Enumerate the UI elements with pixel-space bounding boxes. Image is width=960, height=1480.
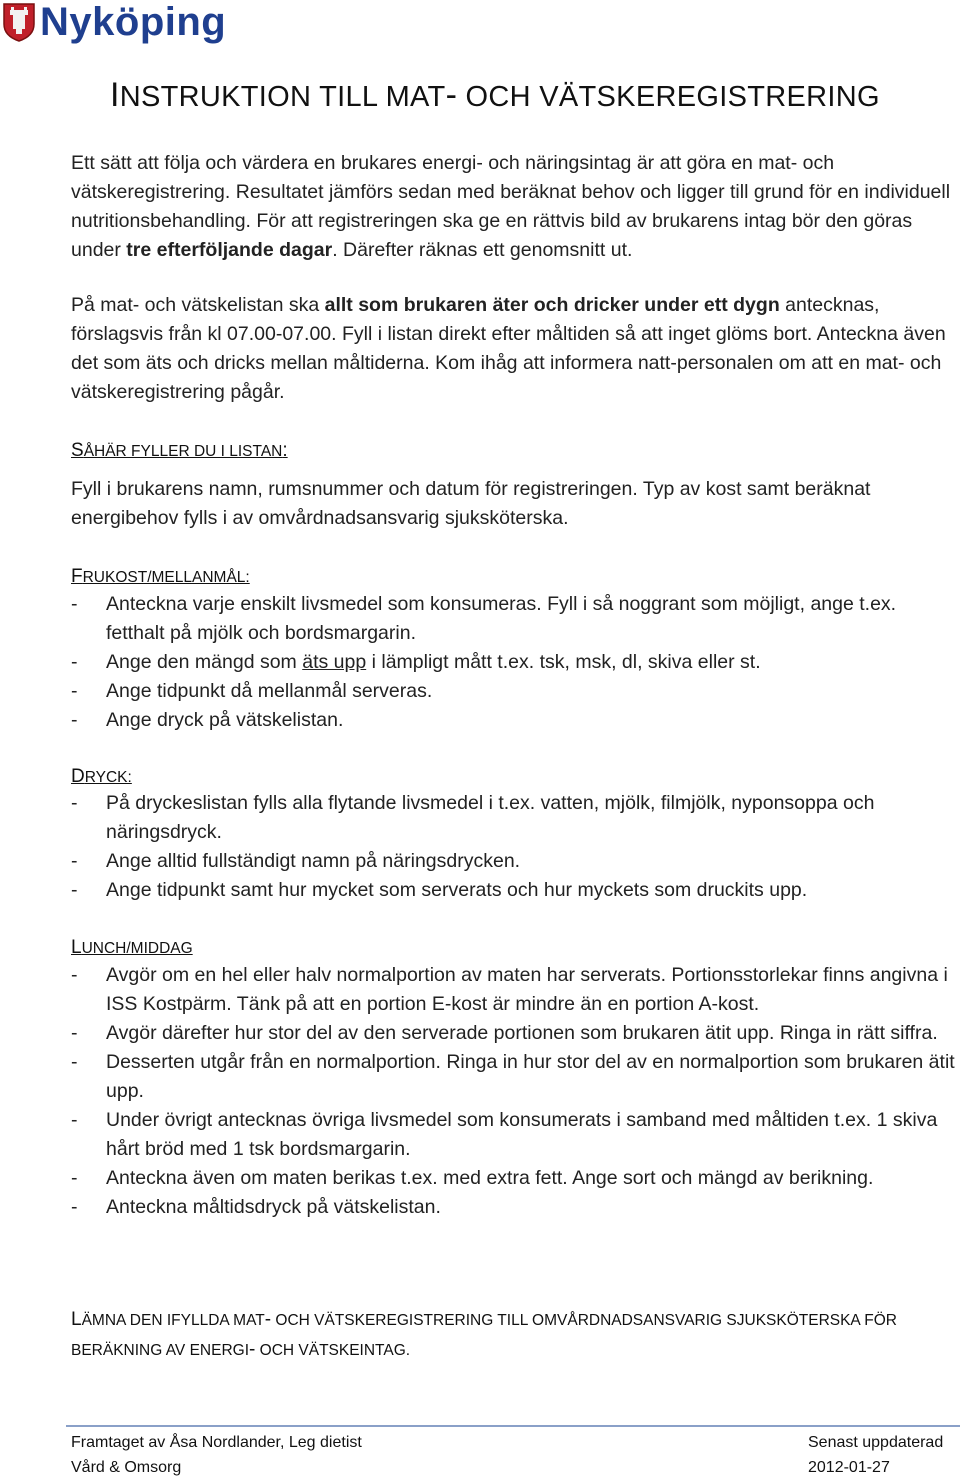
list-item: - Ange tidpunkt samt hur mycket som serverats och hur myckets som druckits upp. (71, 879, 808, 901)
instruction-bold: allt som brukaren äter och dricker under ett dygn (324, 294, 780, 316)
footer-author: Framtaget av Åsa Nordlander, Leg dietist (71, 1434, 362, 1451)
list-item: - Ange den mängd som äts upp i lämpligt mått t.ex. tsk, msk, dl, skiva eller st. (71, 651, 761, 673)
list-item: - På dryckeslistan fylls alla flytande livsmedel i t.ex. vatten, mjölk, filmjölk, nyponsoppa och näringsdryck. (71, 792, 875, 843)
final-line-1: LÄMNA DEN IFYLLDA MAT- OCH VÄTSKEREGISTRERING TILL OMVÅRDNADSANSVARIG SJUKSKÖTERSKA FÖR (71, 1309, 897, 1330)
lunch-list (71, 961, 956, 1222)
list-item: - Ange tidpunkt då mellanmål serveras. (71, 680, 433, 702)
footer-divider (66, 1425, 960, 1427)
list-item: - Anteckna varje enskilt livsmedel som konsumeras. Fyll i så noggrant som möjligt, ange t.ex. fetthalt på mjölk och bordsmargarin. (71, 593, 897, 644)
list-item: - Desserten utgår från en normalportion. Ringa in hur stor del av en normalportion som brukaren ätit upp. (71, 1051, 955, 1102)
heading-fill-list: SÅHÄR FYLLER DU I LISTAN: (71, 440, 288, 461)
logo-text: Nyköping (40, 0, 227, 44)
list-item: - Avgör därefter hur stor del av den serverade portionen som brukaren ätit upp. Ringa in rätt siffra. (71, 1022, 938, 1044)
heading-dryck: DRYCK: (71, 766, 132, 787)
list-item: - Ange dryck på vätskelistan. (71, 709, 344, 731)
logo (2, 2, 226, 42)
coat-of-arms-icon (2, 2, 36, 42)
footer-updated-label: Senast uppdaterad (808, 1434, 944, 1451)
page-title: INSTRUKTION TILL MAT- OCH VÄTSKEREGISTRERING (110, 76, 880, 114)
intro-bold: tre efterföljande dagar (126, 239, 333, 261)
heading-lunch: LUNCH/MIDDAG (71, 937, 193, 958)
heading-frukost: FRUKOST/MELLANMÅL: (71, 566, 250, 587)
list-item: - Avgör om en hel eller halv normalportion av maten har serverats. Portionsstorlekar finns angivna i ISS Kostpärm. Tänk på att en portion E-kost är mindre än en portion A-kost. (71, 964, 948, 1015)
list-item: - Anteckna även om maten berikas t.ex. med extra fett. Ange sort och mängd av berikning. (71, 1167, 874, 1189)
frukost-list (71, 590, 956, 735)
footer-dept: Vård & Omsorg (71, 1459, 182, 1476)
list-item: - Under övrigt antecknas övriga livsmedel som konsumerats i samband med måltiden t.ex. 1 skiva hårt bröd med 1 tsk bordsmargarin. (71, 1109, 938, 1160)
fill-list-paragraph: Fyll i brukarens namn, rumsnummer och datum för registreringen. Typ av kost samt beräknat energibehov fylls i av omvårdnadsansvarig sjuksköterska. (71, 478, 871, 529)
dryck-list (71, 789, 956, 905)
list-item: - Anteckna måltidsdryck på vätskelistan. (71, 1196, 441, 1218)
intro-paragraph: Ett sätt att följa och värdera en brukares energi- och näringsintag är att göra en mat- och vätskeregistrering. Resultatet jämförs sedan med beräknat behov och ligger till grund för en individuell nutritionsbehandling. För att registreringen ska ge en rättvis bild av brukarens intag bör den göras under tre efterföljande dagar. Därefter räknas ett genomsnitt ut. (71, 152, 951, 261)
final-line-2: BERÄKNING AV ENERGI- OCH VÄTSKEINTAG. (71, 1339, 411, 1360)
list-item: - Ange alltid fullständigt namn på näringsdrycken. (71, 850, 521, 872)
final-instruction (71, 1305, 951, 1365)
instruction-paragraph: På mat- och vätskelistan ska allt som brukaren äter och dricker under ett dygn antecknas, förslagsvis från kl 07.00-07.00. Fyll i listan direkt efter måltiden så att inget glöms bort. Anteckna även det som äts och dricks mellan måltiderna. Kom ihåg att informera natt-personalen om att en mat- och vätskeregistrering pågår. (71, 294, 946, 403)
footer-updated-date: 2012-01-27 (808, 1459, 890, 1476)
